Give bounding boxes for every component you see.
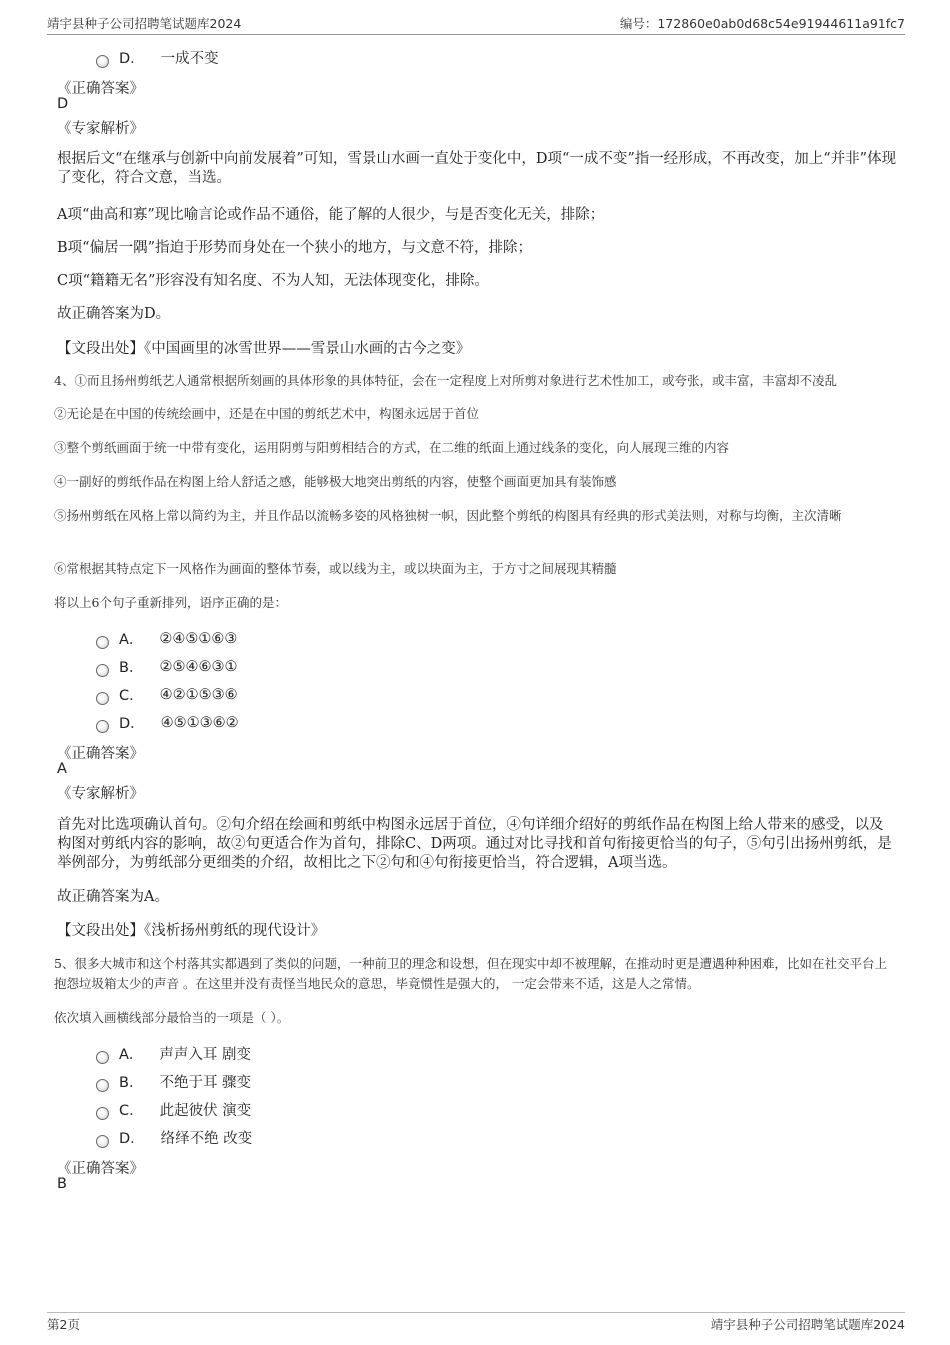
q4-source: 【文段出处】《浅析扬州剪纸的现代设计》 — [57, 923, 326, 939]
q4-sentence-2: ②无论是在中国的传统绘画中，还是在中国的剪纸艺术中，构图永远居于首位 — [54, 406, 480, 421]
option-text: ④②①⑤③⑥ — [159, 686, 238, 703]
q5-stem: 5、很多大城市和这个村落其实都遇到了类似的问题，一种前卫的理念和设想，但在现实中却不被理解，在推动时更是遭遇种种困难，比如在社交平台上抱怨垃圾箱太少的声音 。在这里并没有责怪当地民众的意思，毕竟惯性是强大的， 一定会带来不适，这是人之常情。 — [54, 956, 887, 991]
q5-answer-label: 《正确答案》 — [57, 1161, 144, 1177]
option-letter: D． — [119, 1131, 145, 1147]
q3-analysis-label: 《专家解析》 — [57, 121, 144, 137]
radio-icon[interactable] — [96, 692, 109, 705]
page-header — [47, 14, 905, 35]
radio-icon[interactable] — [96, 1051, 109, 1064]
option-text: 此起彼伏 演变 — [159, 1103, 252, 1119]
option-letter: B． — [119, 660, 144, 676]
q4-option-b[interactable] — [96, 656, 237, 677]
q4-analysis-label: 《专家解析》 — [57, 786, 144, 802]
radio-icon[interactable] — [96, 1135, 109, 1148]
q4-option-d[interactable] — [96, 712, 239, 733]
option-letter: A． — [119, 1047, 144, 1063]
q5-option-b[interactable] — [96, 1071, 251, 1092]
option-text: 声声入耳 剧变 — [159, 1047, 252, 1063]
option-letter: B． — [119, 1075, 144, 1091]
option-letter: D． — [119, 716, 145, 732]
option-text: 一成不变 — [160, 51, 219, 67]
q4-sentence-4: ④一副好的剪纸作品在构图上给人舒适之感，能够极大地突出剪纸的内容，使整个画面更加具有装饰感 — [54, 474, 617, 489]
option-text: ②④⑤①⑥③ — [159, 630, 238, 647]
radio-icon[interactable] — [96, 1079, 109, 1092]
radio-icon[interactable] — [96, 1107, 109, 1120]
q5-option-c[interactable] — [96, 1099, 251, 1120]
q5-prompt: 依次填入画横线部分最恰当的一项是（ ）。 — [54, 1010, 290, 1025]
q3-analysis-p2: A项“曲高和寡”现比喻言论或作品不通俗，能了解的人很少，与是否变化无关，排除； — [57, 207, 605, 223]
option-letter: C． — [119, 1103, 144, 1119]
q4-prompt: 将以上6个句子重新排列，语序正确的是： — [54, 595, 287, 610]
q3-analysis-p4: C项“籍籍无名”形容没有知名度、不为人知，无法体现变化，排除。 — [57, 273, 489, 289]
q5-answer: B — [57, 1176, 67, 1192]
option-letter: C． — [119, 688, 144, 704]
q4-sentence-3: ③整个剪纸画面于统一中带有变化，运用阴剪与阳剪相结合的方式，在二维的纸面上通过线条的变化，向人展现三维的内容 — [54, 440, 730, 455]
option-letter: D． — [119, 51, 145, 67]
option-text: ②⑤④⑥③① — [159, 658, 238, 675]
q3-analysis-p3: B项“偏居一隅”指迫于形势而身处在一个狭小的地方，与文意不符，排除； — [57, 240, 532, 256]
q3-analysis-p5: 故正确答案为D。 — [57, 306, 171, 322]
q5-option-a[interactable] — [96, 1043, 251, 1064]
page-footer — [47, 1312, 905, 1335]
q4-sentence-6: ⑥常根据其特点定下一风格作为画面的整体节奏，或以线为主，或以块面为主，于方寸之间展现其精髓 — [54, 561, 617, 576]
page-number: 第2页 — [47, 1317, 80, 1332]
radio-icon[interactable] — [96, 55, 109, 68]
q3-analysis-p1: 根据后文“在继承与创新中向前发展着”可知，雪景山水画一直处于变化中，D项“一成不变”指一经形成，不再改变，加上“并非”体现了变化，符合文意，当选。 — [57, 151, 897, 186]
q5-option-d[interactable] — [96, 1127, 252, 1148]
q4-answer: A — [57, 761, 67, 777]
q4-analysis-p2: 故正确答案为A。 — [57, 889, 169, 905]
q4-option-c[interactable] — [96, 684, 238, 705]
option-letter: A． — [119, 632, 144, 648]
radio-icon[interactable] — [96, 720, 109, 733]
q4-answer-label: 《正确答案》 — [57, 746, 144, 762]
footer-title: 靖宇县种子公司招聘笔试题库2024 — [710, 1317, 905, 1332]
radio-icon[interactable] — [96, 664, 109, 677]
q4-analysis-p1: 首先对比选项确认首句。②句介绍在绘画和剪纸中构图永远居于首位，④句详细介绍好的剪纸作品在构图上给人带来的感受，以及构图对剪纸内容的影响，故②句更适合作为首句，排除C、D两项。通过对比寻找和首句衔接更恰当的句子，⑤句引出扬州剪纸，是举例部分，为剪纸部分更细类的介绍，故相比之下②句和④句衔接更恰当，符合逻辑，A项当选。 — [57, 817, 892, 871]
q3-source: 【文段出处】《中国画里的冰雪世界——雪景山水画的古今之变》 — [57, 341, 471, 357]
q3-answer: D — [57, 96, 69, 112]
option-text: ④⑤①③⑥② — [160, 714, 239, 731]
radio-icon[interactable] — [96, 636, 109, 649]
q4-sentence-5: ⑤扬州剪纸在风格上常以简约为主，并且作品以流畅多姿的风格独树一帜，因此整个剪纸的构图具有经典的形式美法则，对称与均衡，主次清晰 — [54, 508, 842, 523]
option-text: 不绝于耳 骤变 — [159, 1075, 252, 1091]
q4-sentence-1: 4、①而且扬州剪纸艺人通常根据所刻画的具体形象的具体特征，会在一定程度上对所剪对象进行艺术性加工，或夸张，或丰富，丰富却不凌乱 — [54, 373, 837, 388]
header-title: 靖宇县种子公司招聘笔试题库2024 — [47, 16, 242, 31]
option-text: 络绎不绝 改变 — [160, 1131, 253, 1147]
q4-option-a[interactable] — [96, 628, 237, 649]
q3-option-d[interactable] — [96, 47, 219, 68]
q3-answer-label: 《正确答案》 — [57, 81, 144, 97]
header-doc-id: 编号：172860e0ab0d68c54e91944611a91fc7 — [619, 16, 905, 31]
